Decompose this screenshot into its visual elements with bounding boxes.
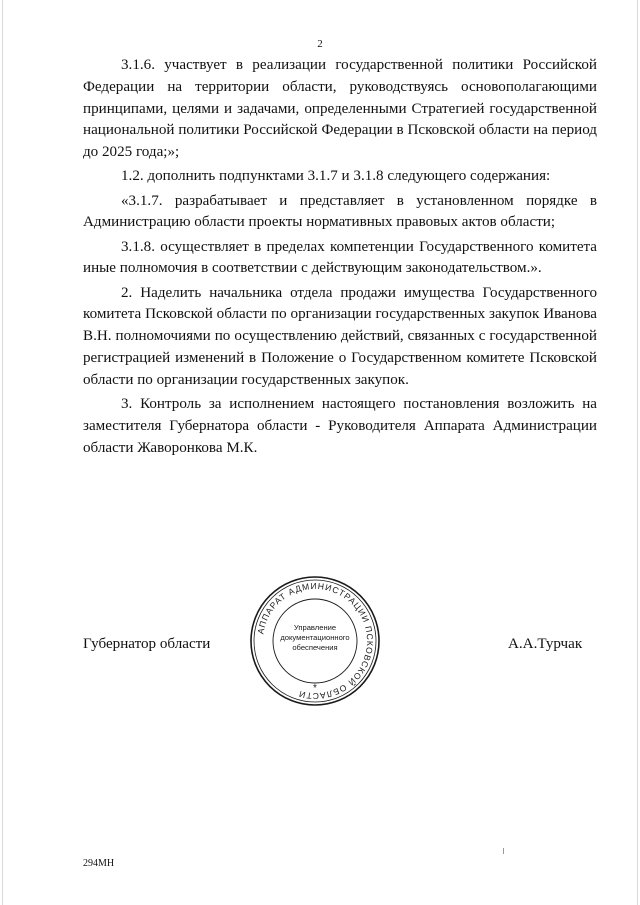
paragraph-3-1-7: «3.1.7. разрабатывает и представляет в установленном порядке в Администрацию области проекты нормативных правовых актов области; [83,192,597,231]
paragraph-3: 3. Контроль за исполнением настоящего постановления возложить на заместителя Губернатора области - Руководителя Аппарата Администрации области Жаворонкова М.К. [83,395,597,456]
seal-ring-text: АППАРАТ АДМИНИСТРАЦИИ ПСКОВСКОЙ ОБЛАСТИ [255,580,376,702]
official-seal [248,574,382,708]
paragraph-3-1-8: 3.1.8. осуществляет в пределах компетенции Государственного комитета иные полномочия в соответствии с действующим законодательством.». [83,238,597,277]
paragraph-1-2: 1.2. дополнить подпунктами 3.1.7 и 3.1.8 следующего содержания: [121,168,551,185]
page-left-edge [2,0,3,905]
seal-center-line3: обеспечения [292,643,338,652]
document-body [83,55,597,462]
page-number: 2 [317,38,323,50]
paragraph-2: 2. Наделить начальника отдела продажи имущества Государственного комитета Псковской области по организации государственных закупок Иванова В.Н. полномочиями по осуществлению действий, связанных с государственной регистрацией изменений в Положение о Государственном комитете Псковской области по организации государственных закупок. [83,284,597,388]
document-code: 294МН [83,858,115,869]
paragraph-3-1-6: 3.1.6. участвует в реализации государственной политики Российской Федерации на территории области, руководствуясь основополагающими принципами, целями и задачами, определенными Стратегией государственной национальной политики Российской Федерации в Псковской области на период до 2025 года;»; [83,57,597,161]
seal-center-line1: Управление [293,623,337,632]
signature-position: Губернатор области [83,636,211,652]
page-right-edge [637,0,638,905]
scan-mark [503,848,504,854]
seal-center-line2: документационного [280,633,350,642]
signature-name: А.А.Турчак [508,636,583,652]
seal-star: * [313,683,317,694]
